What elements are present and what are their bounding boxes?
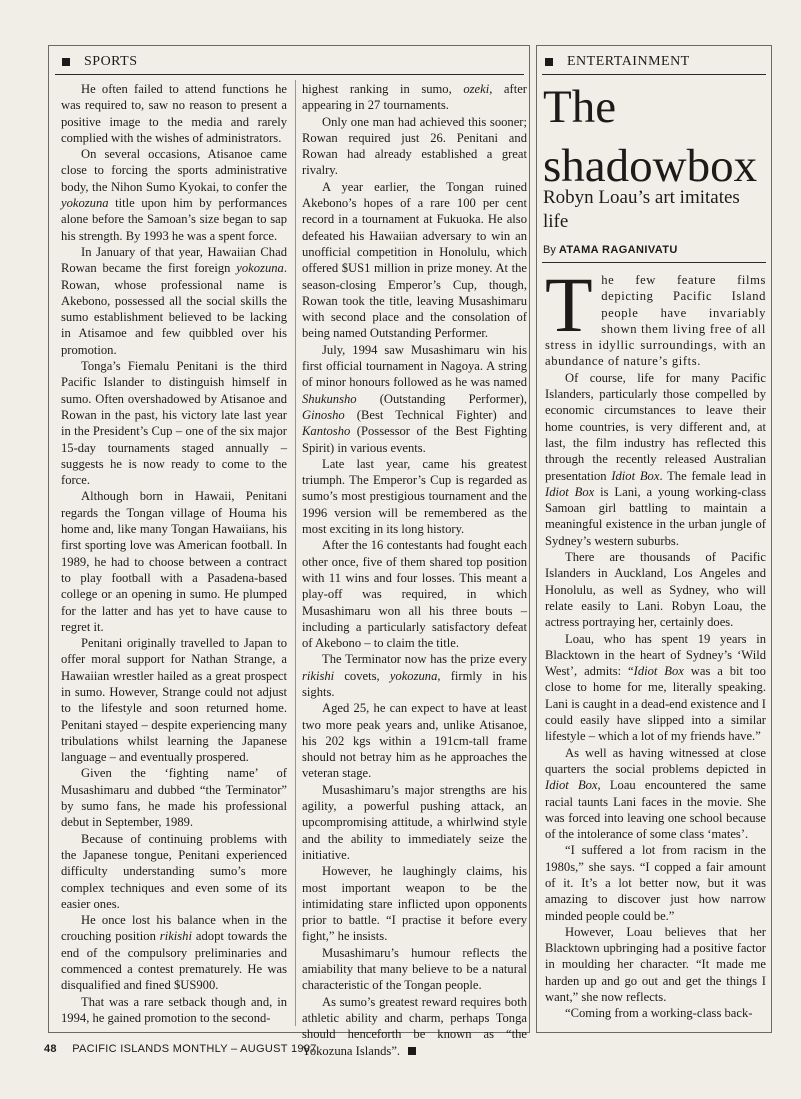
drop-cap: T	[545, 261, 594, 348]
italic-term: Idiot Box	[633, 664, 684, 679]
paragraph: In January of that year, Hawaiian Chad Rowan became the first foreign yokozuna. Rowan, whose professional name is Akebono, possessed all the social skills the sumo establishment believed to be lacking in Atisamoe and few quibbled over his promotion.	[61, 244, 287, 357]
italic-term: Idiot Box	[545, 484, 595, 499]
page-number: 48	[44, 1043, 57, 1055]
italic-term: ozeki	[463, 82, 490, 96]
paragraph: On several occasions, Atisanoe came close to forcing the sports administrative body, the Nihon Sumo Kyokai, to confer the yokozuna title upon him by performances alone before the Samoan’s size began to sap his strength. By 1993 he was a spent force.	[61, 147, 287, 243]
sports-column-1	[61, 81, 287, 1026]
end-of-article-icon	[408, 1047, 416, 1055]
paragraph: Although born in Hawaii, Penitani regards the Tongan village of Houma his home and, like many Tongan Hawaiians, his first sporting love was American football. In 1989, he had to choose between a contract to play football with a Pasadena-based college or an opening in sumo. He plumped for the latter and has yet to have cause to regret it.	[61, 489, 287, 634]
italic-term: Shukunsho	[302, 391, 357, 406]
publication-line: PACIFIC ISLANDS MONTHLY – AUGUST 1997	[72, 1043, 317, 1055]
section-square-icon	[62, 58, 70, 66]
italic-term: yokozuna	[236, 261, 284, 276]
entertainment-header-rule	[542, 74, 766, 75]
lead-text: he few feature films depicting Pacific Island people have invariably shown them living free of all stress in idyllic surroundings, with an abundance of nature’s gifts.	[545, 273, 766, 369]
paragraph: Musashimaru’s major strengths are his agility, a powerful pushing attack, an upcompromising attitude, a whirlwind style and the ability to immediately seize the initiative.	[302, 782, 527, 862]
paragraph: Musashimaru’s humour reflects the amiability that many believe to be a natural characteristic of the Tongan people.	[302, 945, 527, 993]
byline-prefix: By	[543, 244, 556, 256]
entertainment-column	[545, 261, 767, 1022]
paragraph: Late last year, came his greatest triumph. The Emperor’s Cup is regarded as sumo’s most prestigious tournament and the 1996 version will be remembered as the most exciting in its long history.	[302, 456, 527, 537]
paragraph: Aged 25, he can expect to have at least two more peak years and, unlike Atisanoe, his 202 kgs within a 191cm-tall frame should not betray him as he approaches the veteran stage.	[302, 701, 527, 781]
lead-paragraph	[545, 261, 766, 370]
paragraph: A year earlier, the Tongan ruined Akebono’s hopes of a rare 100 per cent record in a tournament at Fukuoka. He also defeated his Hawaiian adversary to win an unofficial competition in Honolulu, which offered $US1 million in prize money. At the season-closing Emperor’s Cup, though, Rowan took the title, leaving Musashimaru with second place and the consolation of being named Outstanding Performer.	[302, 179, 527, 341]
paragraph: Of course, life for many Pacific Islanders, particularly those compelled by economic circumstances to leave their home countries, is very different and, at last, the film industry has reflected this through the recently released Australian presentation Idiot Box. The female lead in Idiot Box is Lani, a young working-class Samoan girl battling to maintain a meaningful existence in the urban jungle of Sydney’s western suburbs.	[545, 370, 767, 548]
article-dek: Robyn Loau’s art imitates life	[543, 187, 740, 232]
italic-term: yokozuna	[61, 196, 109, 211]
page-footer	[44, 1043, 317, 1055]
paragraph: However, Loau believes that her Blacktown upbringing had a positive factor in moulding her character. “It made me harden up and go out and get the things I want,” she now reflects.	[545, 924, 766, 1005]
column-divider	[295, 80, 296, 1026]
entertainment-section-header	[545, 53, 690, 71]
paragraph: He once lost his balance when in the crouching position rikishi adopt towards the end of the compulsory preliminaries and commenced a contest prematurely. He was disqualified and fined $US900.	[61, 913, 287, 993]
sports-section-label: SPORTS	[84, 54, 138, 69]
paragraph: That was a rare setback though and, in 1994, he gained promotion to the second-	[61, 994, 287, 1025]
paragraph: However, he laughingly claims, his most important weapon to be the intimidating stare inflicted upon opponents prior to battle. “I practise it before every fight,” he insists.	[302, 864, 527, 944]
italic-term: yokozuna	[389, 668, 438, 683]
paragraph: Because of continuing problems with the Japanese tongue, Penitani experienced difficulty understanding sumo’s more complex techniques and even some of its easier ones.	[61, 831, 287, 911]
sports-section-header	[62, 53, 138, 71]
paragraph: July, 1994 saw Musashimaru win his first official tournament in Nagoya. A string of minor honours followed as he was named Shukunsho (Outstanding Performer), Ginosho (Best Technical Fighter) and Kantosho (Possessor of the Best Fighting Spirit) in various events.	[302, 342, 527, 455]
paragraph: Penitani originally travelled to Japan to offer moral support for Nathan Strange, a Hawaiian wrestler hailed as a great prospect in sumo. However, Strange could not adjust to the lifestyle and soon returned home. Penitani stayed – despite experiencing many tribulations whilst learning the Japanese language – and eventually prospered.	[61, 636, 287, 765]
paragraph: As well as having witnessed at close quarters the social problems depicted in Idiot Box, Loau encountered the same racial taunts Lani faces in the movie. She was forced into leaving one school because of the intolerance of some class ‘mates’.	[545, 745, 766, 842]
paragraph: There are thousands of Pacific Islanders in Auckland, Los Angeles and Honolulu, as well as Sydney, who will relate easily to Lani. Robyn Loau, the actress portraying her, certainly does.	[545, 550, 766, 630]
headline-line-1: The	[543, 81, 617, 133]
headline-line-2: shadowbox	[543, 140, 758, 192]
paragraph: Only one man had achieved this sooner; Rowan required just 26. Penitani and Rowan had already established a great rivalry.	[302, 114, 527, 178]
paragraph: “Coming from a working-class back-	[565, 1006, 753, 1021]
section-square-icon	[545, 58, 553, 66]
italic-term: Idiot Box	[611, 468, 660, 483]
paragraph: Loau, who has spent 19 years in Blacktown in the heart of Sydney’s ‘Wild West’, admits: “Idiot Box was a bit too close to home for me, literally speaking. Lani is caught in a dead-end existence and I could easily have slipped into a similar lifestyle – which a lot of my friends have.”	[545, 631, 766, 744]
italic-term: rikishi	[302, 668, 335, 683]
paragraph: The Terminator now has the prize every rikishi covets, yokozuna, firmly in his sights.	[302, 652, 527, 699]
paragraph: Tonga’s Fiemalu Penitani is the third Pacific Islander to distinguish himself in sumo. Often overshadowed by Atisanoe and Rowan in the past, his victory late last year in the President’s Cup – one of the six major 15-day tournaments staged annually – suggests he is now ready to come to the force.	[61, 359, 287, 488]
byline	[543, 244, 678, 256]
paragraph: Given the ‘fighting name’ of Musashimaru and dubbed “the Terminator” by sumo fans, he made his professional debut in September, 1989.	[61, 766, 287, 830]
paragraph: He often failed to attend functions he was required to, saw no reason to present a positive image to the media and rarely complied with the wishes of administrators.	[61, 82, 287, 145]
article-headline	[543, 78, 773, 196]
italic-term: rikishi	[159, 929, 192, 944]
italic-term: Kantosho	[302, 424, 351, 439]
paragraph: After the 16 contestants had fought each other once, five of them shared top position with 11 wins and four losses. This meant a play-off was required, in which Musashimaru won all his three bouts – including a particularly satisfactory defeat of Akebono – to claim the title.	[302, 538, 527, 651]
entertainment-section-label: ENTERTAINMENT	[567, 54, 690, 69]
paragraph: “I suffered a lot from racism in the 1980s,” she says. “I copped a fair amount of it. It’s a lot better now, but it was amazing to discover just how narrow minded people could be.”	[545, 843, 766, 923]
italic-term: Idiot Box	[545, 778, 598, 793]
paragraph: highest ranking in sumo, ozeki, after appearing in 27 tournaments.	[302, 82, 527, 113]
sports-column-2	[302, 81, 527, 1059]
italic-term: Ginosho	[302, 407, 345, 422]
sports-header-rule	[55, 74, 524, 75]
byline-author: ATAMA RAGANIVATU	[558, 244, 678, 256]
paragraph: As sumo’s greatest reward requires both athletic ability and charm, perhaps Tonga should henceforth be known as “the Yokozuna Islands”.	[302, 994, 527, 1058]
